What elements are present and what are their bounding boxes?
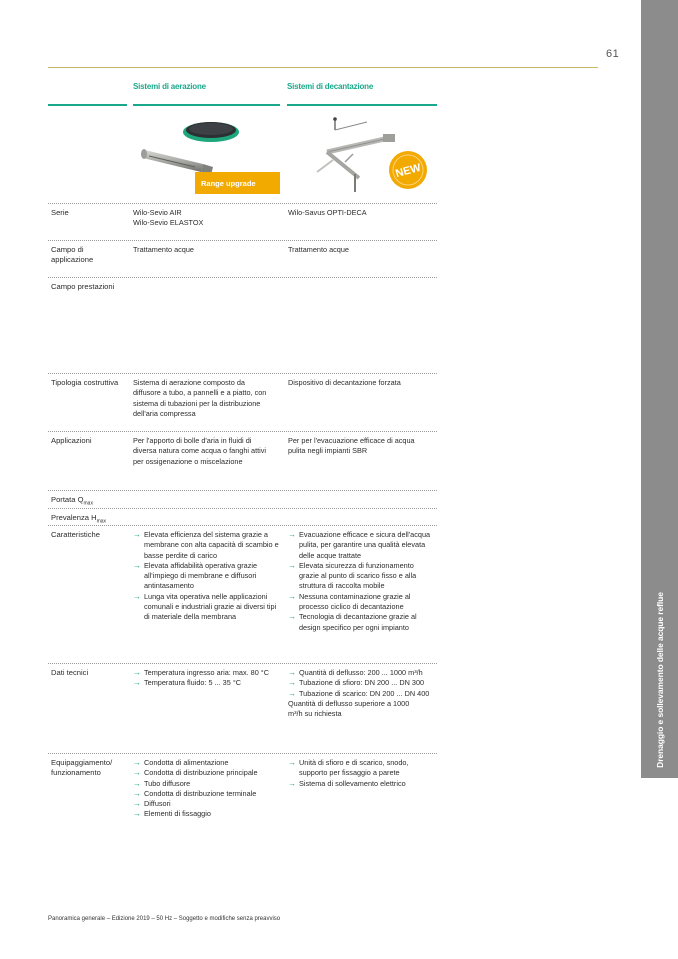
list-item: → Tubazione di scarico: DN 200 ... DN 400	[288, 689, 438, 699]
label-prestazioni: Campo prestazioni	[51, 282, 115, 291]
range-upgrade-text: Range upgrade	[201, 179, 256, 188]
row-rule	[48, 277, 437, 278]
list-item: → Elevata efficienza del sistema grazie a membrane con alta capacità di scambio e basse perdite di carico	[133, 530, 281, 561]
row-rule	[48, 431, 437, 432]
label-prevalenza: Prevalenza $H_{max}$	[51, 513, 107, 525]
list-item: → Unità di sfioro e di scarico, snodo, supporto per fissaggio a parete	[288, 758, 426, 779]
caratteristiche-col2-list	[288, 530, 434, 633]
new-badge-text: NEW	[394, 161, 423, 181]
list-item: → Tecnologia di decantazione grazie al design specifico per ogni impianto	[288, 612, 434, 633]
label-serie: Serie	[51, 208, 69, 217]
row-rule	[48, 663, 437, 664]
list-item: → Evacuazione efficace e sicura dell'acqua pulita, per garantire una qualità elevata delle acque trattate	[288, 530, 434, 561]
dati-col2	[288, 668, 438, 719]
label-dati-tecnici: Dati tecnici	[51, 668, 89, 677]
label-portata: Portata $Q_{max}$	[51, 495, 93, 507]
applicazioni-col2: Per per l'evacuazione efficace di acqua pulita negli impianti SBR	[288, 436, 415, 456]
teal-rule-col2	[287, 104, 437, 106]
tipologia-col1: Sistema di aerazione composto da diffusore a tubo, a pannelli e a piatto, con sistema di tubazioni per la distribuzione dell'aria compressa	[133, 378, 267, 418]
label-equipaggiamento: Equipaggiamento/ funzionamento	[51, 758, 113, 777]
list-item: → Lunga vita operativa nelle applicazioni comunali e industriali grazie ai diversi tipi di materiale della membrana	[133, 592, 281, 623]
dati-col2-note: Quantità di deflusso superiore a 1000 m³/h su richiesta	[288, 698, 410, 719]
col1-header: Sistemi di aerazione	[133, 82, 206, 91]
list-item: → Elevata affidabilità operativa grazie all'impiego di membrane e diffusori antintasamento	[133, 561, 281, 592]
list-item: → Condotta di distribuzione principale	[133, 768, 283, 778]
caratteristiche-col1-list	[133, 530, 281, 623]
row-rule	[48, 203, 437, 204]
list-item: → Quantità di deflusso: 200 ... 1000 m³/h	[288, 668, 438, 678]
dati-col2-list	[288, 668, 438, 699]
campo-col2: Trattamento acque	[288, 245, 349, 254]
row-rule	[48, 508, 437, 509]
row-rule	[48, 240, 437, 241]
label-tipologia: Tipologia costruttiva	[51, 378, 119, 387]
dati-col1-list	[133, 668, 283, 689]
serie-col2: Wilo-Savus OPTI-DECA	[288, 208, 367, 217]
row-rule	[48, 753, 437, 754]
teal-rule-col1	[133, 104, 280, 106]
label-applicazioni: Applicazioni	[51, 436, 92, 445]
aeration-product-image	[133, 110, 280, 196]
row-rule	[48, 525, 437, 526]
list-item: → Nessuna contaminazione grazie al processo ciclico di decantazione	[288, 592, 434, 613]
list-item: → Elementi di fissaggio	[133, 809, 283, 819]
list-item: → Sistema di sollevamento elettrico	[288, 779, 426, 789]
row-rule	[48, 373, 437, 374]
list-item: → Tubazione di sfioro: DN 200 ... DN 300	[288, 678, 438, 688]
campo-col1: Trattamento acque	[133, 245, 194, 254]
equip-col1-list	[133, 758, 283, 820]
list-item: → Condotta di distribuzione terminale	[133, 789, 283, 799]
header-rule	[48, 67, 598, 68]
list-item: → Tubo diffusore	[133, 779, 283, 789]
col2-header: Sistemi di decantazione	[287, 82, 374, 91]
list-item: → Temperatura fluido: 5 ... 35 °C	[133, 678, 283, 688]
serie-col1-line: Wilo-Sevio ELASTOX	[133, 218, 204, 228]
row-rule	[48, 490, 437, 491]
list-item: → Elevata sicurezza di funzionamento grazie al punto di scarico fisso e alla struttura di raccolta mobile	[288, 561, 434, 592]
serie-col1-line: Wilo-Sevio AIR	[133, 208, 182, 217]
list-item: → Temperatura ingresso aria: max. 80 °C	[133, 668, 283, 678]
aeration-diffuser-illustration	[133, 110, 280, 196]
decanter-product-image	[287, 110, 437, 196]
label-campo: Campo di applicazione	[51, 245, 94, 264]
page-number: 61	[606, 48, 620, 60]
footer-text: Panoramica generale – Edizione 2019 – 50 Hz – Soggetto e modifiche senza preavviso	[48, 916, 281, 922]
equip-col2-list	[288, 758, 426, 789]
side-tab-label: Drenaggio e sollevamento delle acque reflue	[654, 592, 665, 768]
applicazioni-col1: Per l'apporto di bolle d'aria in fluidi di diversa natura come acqua o fanghi attivi per ossigenazione o miscelazione	[133, 436, 267, 466]
list-item: → Diffusori	[133, 799, 283, 809]
list-item: → Condotta di alimentazione	[133, 758, 283, 768]
label-caratteristiche: Caratteristiche	[51, 530, 100, 539]
tipologia-col2: Dispositivo di decantazione forzata	[288, 378, 401, 387]
teal-rule-label	[48, 104, 127, 106]
serie-col1	[133, 208, 283, 229]
decanter-illustration	[287, 110, 437, 196]
